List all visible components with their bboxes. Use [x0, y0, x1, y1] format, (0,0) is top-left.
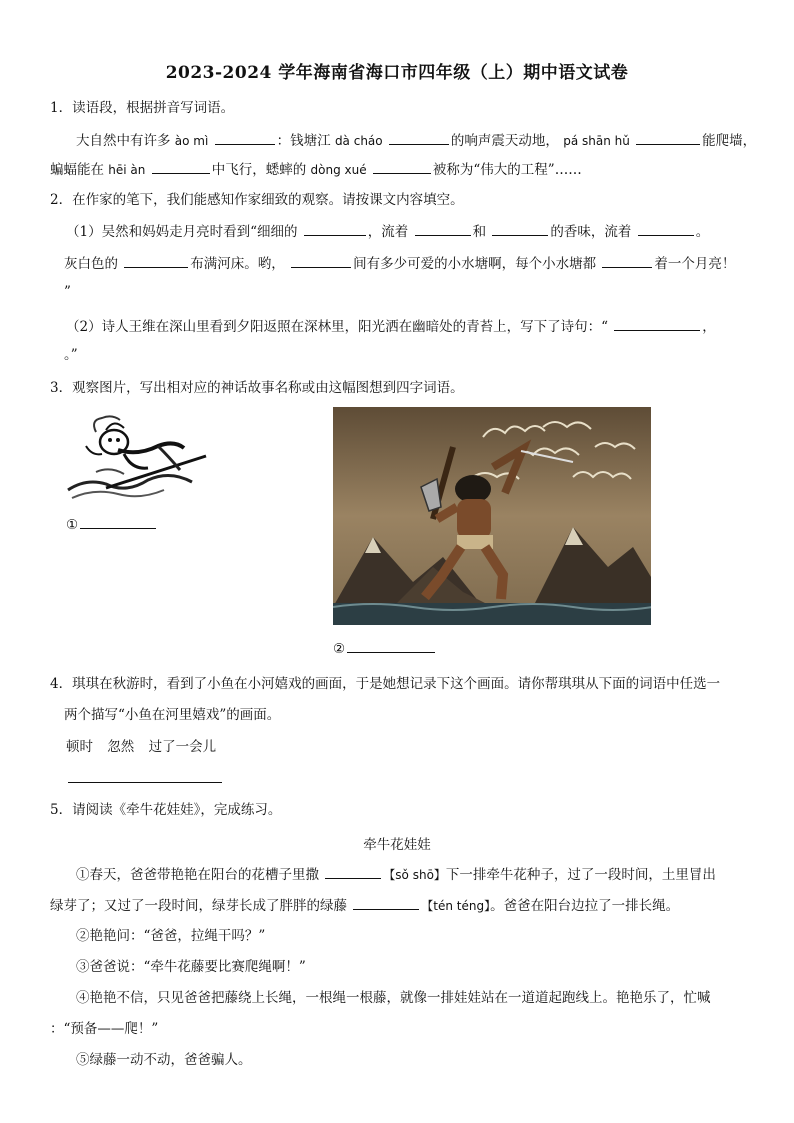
answer-blank[interactable] — [636, 130, 700, 145]
answer-blank[interactable] — [291, 253, 351, 268]
q1-text: 中飞行，蟋蟀的 — [211, 162, 307, 178]
pinyin-pashanhu: pá shān hǔ — [563, 134, 630, 148]
q1-line1 — [76, 130, 756, 151]
q1-text: 蝙蝠能在 — [50, 162, 104, 178]
q2-text: 灰白色的 — [64, 256, 118, 272]
pangu-painting-icon — [333, 407, 651, 625]
q2-text: （1）吴然和妈妈走月亮时看到“细细的 — [66, 224, 298, 240]
answer-blank[interactable] — [325, 864, 381, 879]
word-option: 顿时 — [66, 739, 93, 755]
answer-blank[interactable] — [304, 221, 366, 236]
pangu-image — [333, 407, 651, 625]
q1-text: 被称为“伟大的工程”…… — [432, 162, 582, 178]
answer-blank[interactable] — [415, 221, 471, 236]
pinyin-heian: hēi àn — [108, 163, 146, 177]
pinyin-aomi: ào mì — [174, 134, 209, 148]
q2-text: 和 — [472, 224, 487, 240]
q1-text: 的响声震天动地， — [450, 133, 559, 149]
q2-stem: 2．在作家的笔下，我们能感知作家细致的观察。请按课文内容填空。 — [50, 192, 464, 208]
item-number-2: ② — [333, 641, 346, 657]
q4-answer-line — [66, 768, 224, 789]
answer-blank[interactable] — [152, 159, 210, 174]
q2-text: ，流着 — [367, 224, 409, 240]
answer-blank[interactable] — [347, 638, 435, 653]
q1-text: 大自然中有许多 — [76, 133, 171, 149]
answer-blank[interactable] — [80, 514, 156, 529]
q2-part1-line1 — [66, 221, 709, 242]
passage-text: ①春天，爸爸带艳艳在阳台的花槽子里撒 — [76, 867, 319, 883]
q2-text: ， — [702, 319, 716, 335]
pinyin-dongxue: dòng xué — [310, 163, 367, 177]
passage-title: 牵牛花娃娃 — [363, 837, 431, 853]
item-number-1: ① — [66, 517, 79, 533]
answer-blank[interactable] — [602, 253, 652, 268]
answer-blank[interactable] — [373, 159, 431, 174]
word-option: 忽然 — [107, 739, 135, 755]
pinyin-choice: 【sǒ shō】 — [383, 868, 446, 882]
pinyin-dachao: dà cháo — [334, 134, 383, 148]
q2-text: （2）诗人王维在深山里看到夕阳返照在深林里，阳光洒在幽暗处的青苔上，写下了诗句：“ — [66, 319, 608, 335]
monkey-king-sketch-icon — [66, 410, 212, 504]
q1-line2 — [50, 159, 582, 180]
answer-blank[interactable] — [492, 221, 548, 236]
monkey-king-image — [66, 410, 212, 504]
answer-blank[interactable] — [215, 130, 275, 145]
passage-para-4-line2: ：“预备——爬！” — [50, 1021, 159, 1037]
q2-text: 。 — [695, 224, 710, 240]
q2-quote-close: ” — [64, 284, 71, 300]
q1-text: 能爬墙， — [702, 133, 757, 149]
q3-answer-1 — [66, 514, 158, 535]
answer-blank[interactable] — [389, 130, 449, 145]
answer-blank[interactable] — [68, 768, 222, 783]
answer-blank[interactable] — [614, 316, 700, 331]
q2-text: 布满河床。哟， — [190, 256, 285, 272]
passage-para-1-line1 — [76, 864, 716, 885]
q4-word-options — [66, 737, 226, 757]
q2-part2-line1 — [66, 316, 716, 337]
q4-stem-line2: 两个描写“小鱼在河里嬉戏”的画面。 — [64, 707, 281, 723]
pinyin-choice: 【tén téng】 — [421, 899, 491, 913]
q1-text: ：钱塘江 — [276, 133, 331, 149]
q2-part2-line2: 。” — [64, 347, 78, 363]
word-option: 过了一会儿 — [148, 739, 217, 755]
q1-stem: 1．读语段，根据拼音写词语。 — [50, 100, 235, 116]
q2-text: 着一个月亮！ — [654, 256, 736, 272]
passage-text: 绿芽了；又过了一段时间，绿芽长成了胖胖的绿藤 — [50, 898, 347, 914]
q2-text: 间有多少可爱的小水塘啊，每个小水塘都 — [353, 256, 597, 272]
passage-para-4-line1: ④艳艳不信，只见爸爸把藤绕上长绳，一根绳一根藤，就像一排娃娃站在一道道起跑线上。艳艳乐了，忙喊 — [76, 990, 711, 1006]
q3-stem: 3．观察图片，写出相对应的神话故事名称或由这幅图想到四字词语。 — [50, 380, 464, 396]
answer-blank[interactable] — [124, 253, 188, 268]
passage-para-5: ⑤绿藤一动不动，爸爸骗人。 — [76, 1052, 252, 1068]
answer-blank[interactable] — [638, 221, 694, 236]
passage-para-1-line2 — [50, 895, 679, 916]
q2-part1-line2 — [64, 253, 735, 274]
q3-answer-2 — [333, 638, 437, 659]
q4-stem-line1: 4．琪琪在秋游时，看到了小鱼在小河嬉戏的画面，于是她想记录下这个画面。请你帮琪琪从下面的词语中任选一 — [50, 676, 721, 692]
page-title: 2023-2024 学年海南省海口市四年级（上）期中语文试卷 — [165, 63, 629, 83]
passage-para-2: ②艳艳问：“爸爸，拉绳干吗？” — [76, 928, 266, 944]
answer-blank[interactable] — [353, 895, 419, 910]
passage-text: 下一排牵牛花种子，过了一段时间，土里冒出 — [445, 867, 716, 883]
passage-text: 。爸爸在阳台边拉了一排长绳。 — [490, 898, 680, 914]
q5-stem: 5．请阅读《牵牛花娃娃》，完成练习。 — [50, 802, 282, 818]
q2-text: 的香味，流着 — [550, 224, 632, 240]
passage-para-3: ③爸爸说：“牵牛花藤要比赛爬绳啊！” — [76, 959, 306, 975]
